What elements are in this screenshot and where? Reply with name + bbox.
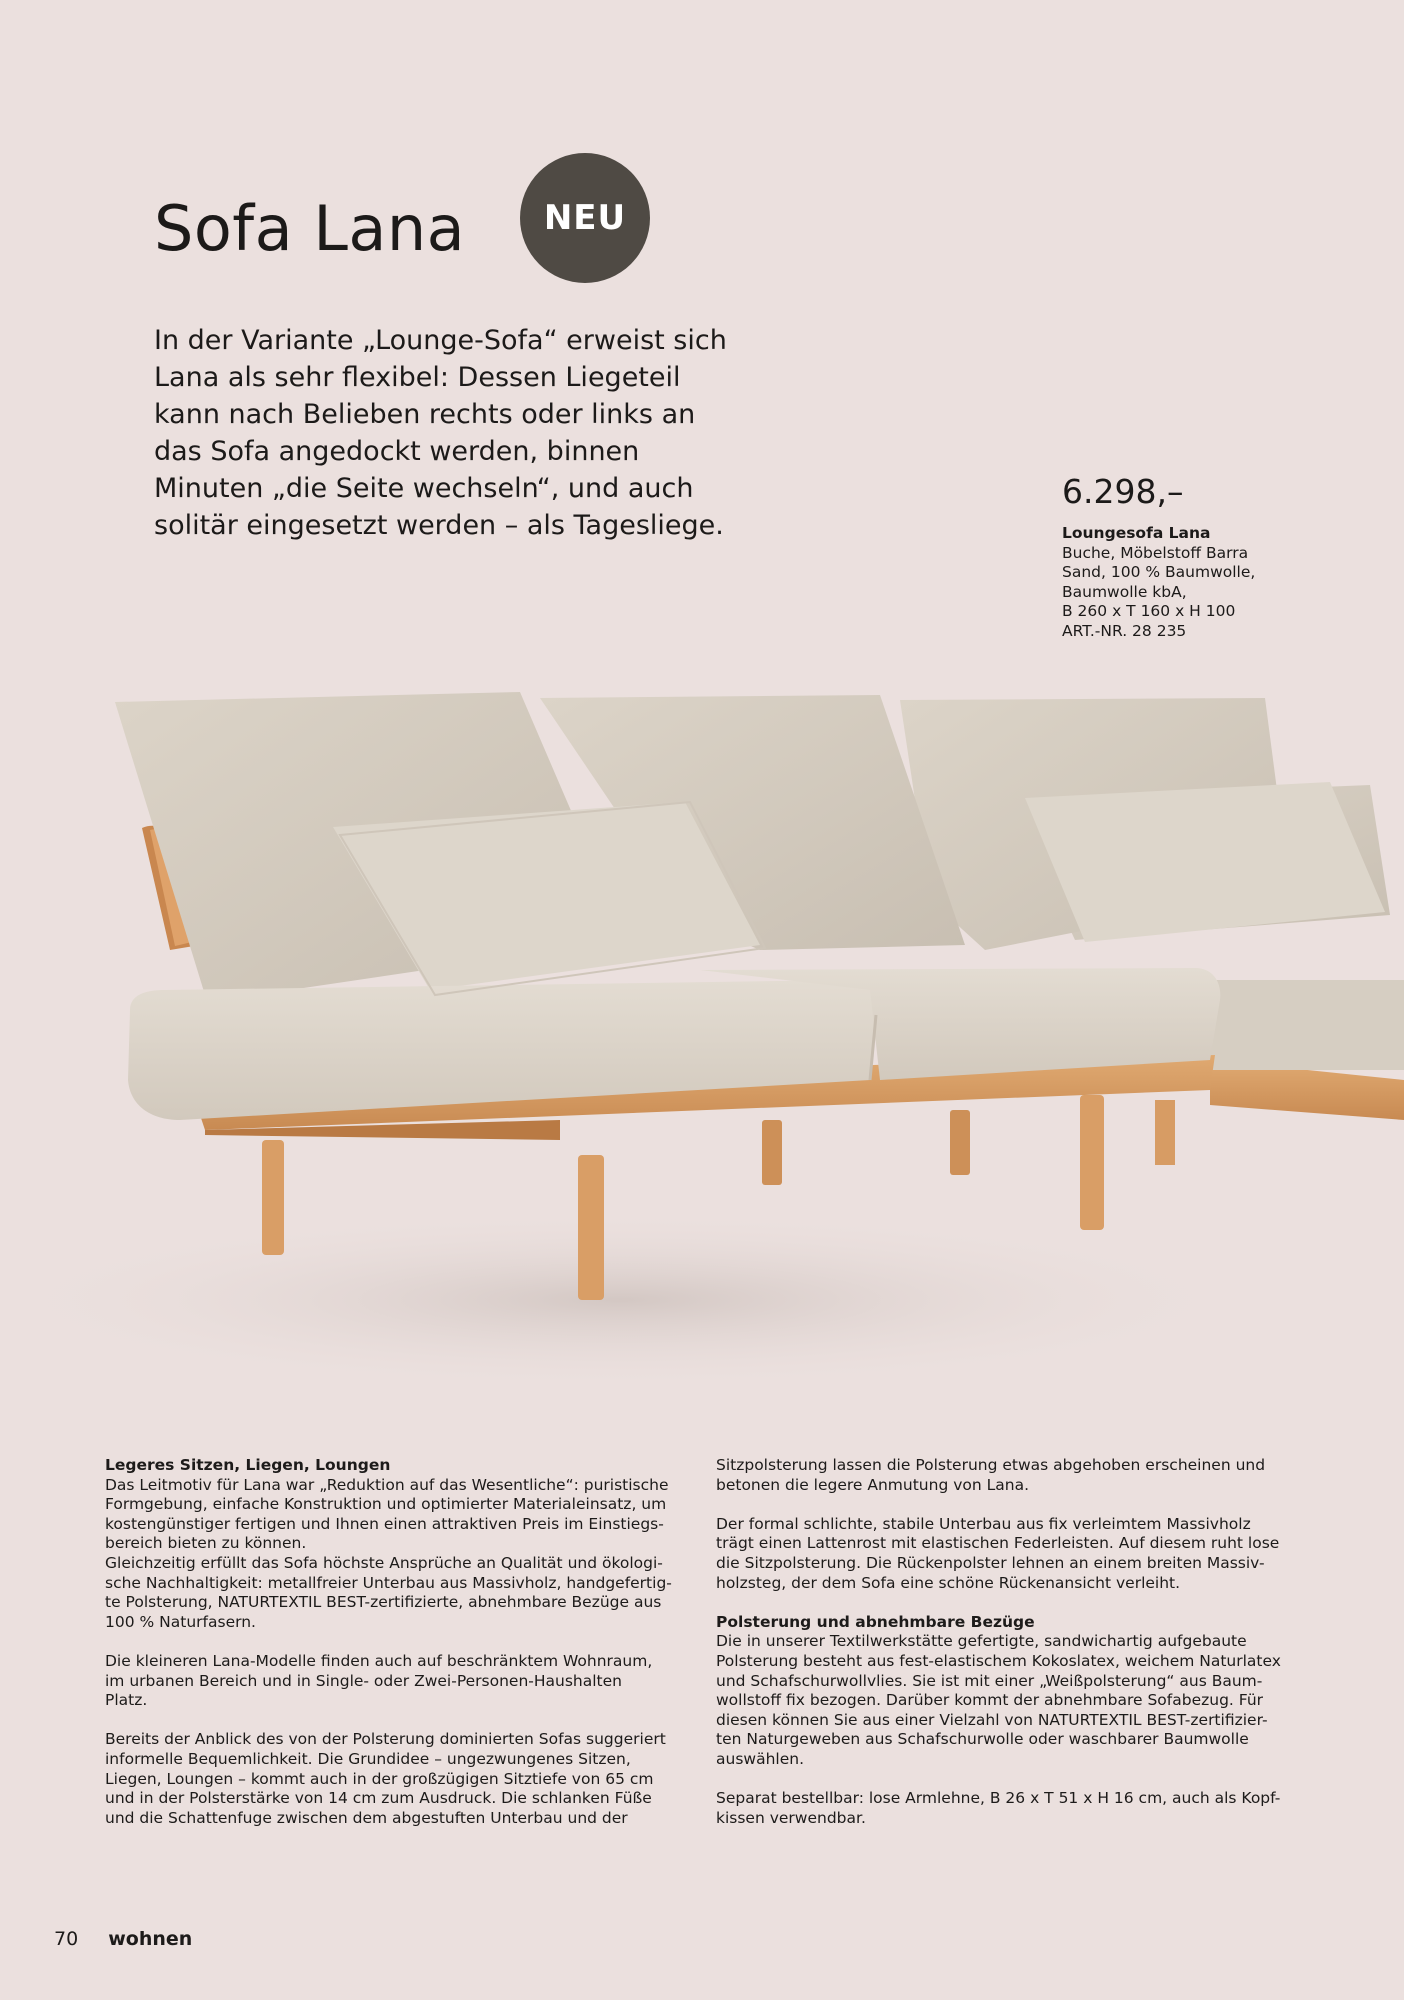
body-line: Sitzpolsterung lassen die Polsterung etwas abgehoben erscheinen und (716, 1456, 1266, 1474)
page-number: 70 (54, 1928, 79, 1950)
body-line: Die kleineren Lana-Modelle finden auch auf beschränktem Wohnraum, (105, 1651, 653, 1670)
body-line: Die in unserer Textilwerkstätte gefertigte, sandwichartig aufgebaute (716, 1632, 1247, 1651)
body-line: te Polsterung, NATURTEXTIL BEST-zertifizierte, abnehmbare Bezüge aus (105, 1593, 662, 1612)
body-line: Separat bestellbar: lose Armlehne, B 26 x T 51 x H 16 cm, auch als Kopf- (716, 1789, 1281, 1808)
body-line: im urbanen Bereich und in Single- oder Zwei-Personen-Haushalten (105, 1671, 622, 1690)
product-detail: Sand, 100 % Baumwolle, (1062, 563, 1256, 582)
body-line: wollstoff fix bezogen. Darüber kommt der abnehmbare Sofabezug. Für (716, 1691, 1264, 1710)
body-line: kissen verwendbar. (716, 1808, 866, 1827)
section-heading: Polsterung und abnehmbare Bezüge (716, 1612, 1035, 1631)
body-line: sche Nachhaltigkeit: metallfreier Unterbau aus Massivholz, handgefertig- (105, 1573, 672, 1592)
section-name: wohnen (108, 1928, 193, 1950)
product-detail: Baumwolle kbA, (1062, 582, 1187, 601)
intro-line: solitär eingesetzt werden – als Tagesliege. (154, 510, 724, 541)
body-line: bereich bieten zu können. (105, 1534, 307, 1553)
body-line: Gleichzeitig erfüllt das Sofa höchste Ansprüche an Qualität und ökologi- (105, 1553, 663, 1572)
sofa-photo (0, 650, 1404, 1410)
body-line: diesen können Sie aus einer Vielzahl von NATURTEXTIL BEST-zertifizier- (716, 1710, 1268, 1729)
product-detail: B 260 x T 160 x H 100 (1062, 602, 1236, 621)
body-line: die Sitzpolsterung. Die Rückenpolster lehnen an einem breiten Massiv- (716, 1553, 1265, 1572)
intro-line: Minuten „die Seite wechseln“, und auch (154, 473, 694, 504)
body-line: Liegen, Loungen – kommt auch in der großzügigen Sitztiefe von 65 cm (105, 1769, 654, 1788)
body-line: auswählen. (716, 1749, 804, 1768)
body-column-left (105, 1456, 705, 1828)
price: 6.298,– (1062, 472, 1184, 511)
body-line: informelle Bequemlichkeit. Die Grundidee – ungezwungenes Sitzen, (105, 1749, 631, 1768)
page-title: Sofa Lana (154, 192, 466, 265)
body-line: ten Naturgeweben aus Schafschurwolle oder waschbarer Baumwolle (716, 1730, 1249, 1749)
page-footer (54, 1928, 192, 1950)
body-line: 100 % Naturfasern. (105, 1612, 256, 1631)
body-column-right (716, 1456, 1316, 1828)
new-badge: NEU (520, 153, 650, 283)
product-detail: Buche, Möbelstoff Barra (1062, 543, 1249, 562)
intro-text (154, 322, 754, 544)
product-info (1062, 524, 1292, 642)
body-line: Platz. (105, 1691, 148, 1710)
body-line: Das Leitmotiv für Lana war „Reduktion auf das Wesentliche“: puristische (105, 1475, 669, 1494)
body-line: trägt einen Lattenrost mit elastischen Federleisten. Auf diesem ruht lose (716, 1534, 1280, 1553)
product-name: Loungesofa Lana (1062, 524, 1211, 542)
product-detail: ART.-NR. 28 235 (1062, 621, 1187, 640)
body-line: Bereits der Anblick des von der Polsterung dominierten Sofas suggeriert (105, 1730, 666, 1749)
intro-line: das Sofa angedockt werden, binnen (154, 436, 640, 467)
intro-line: In der Variante „Lounge-Sofa“ erweist sich (154, 325, 727, 356)
body-line: Formgebung, einfache Konstruktion und optimierter Materialeinsatz, um (105, 1495, 667, 1514)
body-line: und Schafschurwollvlies. Sie ist mit einer „Weißpolsterung“ aus Baum- (716, 1671, 1263, 1690)
body-line: Der formal schlichte, stabile Unterbau aus fix verleimtem Massivholz (716, 1514, 1251, 1533)
intro-line: Lana als sehr flexibel: Dessen Liegeteil (154, 362, 681, 393)
body-line: Polsterung besteht aus fest-elastischem Kokoslatex, weichem Naturlatex (716, 1651, 1281, 1670)
body-line: und in der Polsterstärke von 14 cm zum Ausdruck. Die schlanken Füße (105, 1789, 652, 1808)
body-line: kostengünstiger fertigen und Ihnen einen attraktiven Preis im Einstiegs- (105, 1514, 664, 1533)
body-line: und die Schattenfuge zwischen dem abgestuften Unterbau und der (105, 1808, 628, 1827)
body-line: holzsteg, der dem Sofa eine schöne Rückenansicht verleiht. (716, 1573, 1181, 1592)
section-heading: Legeres Sitzen, Liegen, Loungen (105, 1456, 391, 1474)
intro-line: kann nach Belieben rechts oder links an (154, 399, 696, 430)
body-line: betonen die legere Anmutung von Lana. (716, 1475, 1029, 1494)
